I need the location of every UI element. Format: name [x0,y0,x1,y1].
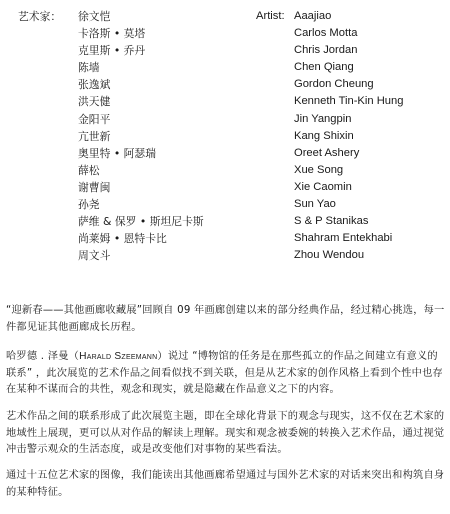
artist-cn-name: 陈墙 [78,61,100,75]
artists-cn-row [18,25,233,42]
artist-en-name: Jin Yangpin [294,112,352,125]
row-indent [256,25,294,42]
row-indent [256,213,294,230]
artist-cn-name: 谢曹闽 [78,180,111,194]
row-indent [18,162,78,179]
artist-cn-name: 洪天健 [78,95,111,109]
szeemann-text-after: ）说过 “博物馆的任务是在那些孤立的作品之间建立有意义的联系” ，此次展览的艺术作品之间看似找不到关联，但是从艺术家的创作风格上看到个性中也存在某种不谋而合的共性，观念和现实，就是隐藏在作品意义之下的内容。 [6,351,443,395]
szeemann-paragraph [6,349,446,399]
row-indent [18,111,78,128]
artist-en-name: Sun Yao [294,198,336,211]
row-indent [18,196,78,213]
closing-paragraph: 通过十五位艺术家的图像，我们能读出其他画廊希望通过与国外艺术家的对话来突出和构筑自身的某种特征。 [6,470,445,498]
row-indent [18,145,78,162]
row-indent [18,76,78,93]
artist-en-name: Shahram Entekhabi [294,232,393,245]
artist-cn-name: 奥里特 • 阿瑟瑞 [78,146,157,160]
artists-en-row [256,8,446,25]
artist-cn-name: 周文斗 [78,249,111,263]
row-indent [256,42,294,59]
artist-cn-name: 萨维 & 保罗 • 斯坦尼卡斯 [78,215,204,229]
artist-cn-name: 徐文恺 [78,10,111,23]
artists-en-row [256,145,446,162]
artists-en-row [256,213,446,230]
row-indent [18,213,78,230]
row-indent [256,196,294,213]
row-indent [256,76,294,93]
artist-en-name: Kang Shixin [294,129,354,142]
artist-cn-name: 薛松 [78,163,100,177]
artist-en-name: Zhou Wendou [294,249,365,262]
artist-cn-name: 卡洛斯 • 莫塔 [78,27,146,41]
row-indent [18,179,78,196]
row-indent [256,128,294,145]
row-indent [18,128,78,145]
artists-en-row [256,196,446,213]
theme-paragraph: 艺术作品之间的联系形成了此次展览主题，即在全球化背景下的观念与现实，这不仅在艺术家的地域性上展现，更可以从对作品的解读上理解。现实和观念被委婉的转换入艺术作品，通过视觉冲击警示观众的生活态度，或是改变他们对事物的某些看法。 [6,411,445,455]
artist-cn-name: 克里斯 • 乔丹 [78,44,146,58]
artist-cn-name: 孙尧 [78,198,100,212]
artists-en-row [256,76,446,93]
row-indent [256,93,294,110]
artists-cn-row [18,93,233,110]
artists-en-row [256,25,446,42]
artist-en-name: Xue Song [294,163,344,176]
artists-cn-row [18,111,233,128]
artists-cn-row [18,145,233,162]
row-indent [256,111,294,128]
intro-paragraph: “迎新春——其他画廊收藏展”回顾自 09 年画廊创建以来的部分经典作品，经过精心挑选，每一件都见证其他画廊成长历程。 [6,305,445,333]
artist-en-name: Aaajiao [294,10,332,22]
row-indent [18,93,78,110]
artist-en-name: Xie Caomin [294,180,352,193]
artist-cn-name: 张逸斌 [78,78,111,92]
artist-en-name: Gordon Cheung [294,78,374,91]
artist-cn-name: 亢世新 [78,129,111,143]
artists-en-row [256,162,446,179]
artists-cn-row [18,179,233,196]
artist-cn-name: 尚莱姆 • 恩特卡比 [78,232,167,246]
artists-en-column [256,8,446,264]
artist-en-name: S & P Stanikas [294,215,369,228]
artists-en-row [256,179,446,196]
artists-en-row [256,93,446,110]
artists-cn-row [18,128,233,145]
artists-cn-row [18,196,233,213]
artists-cn-label: 艺术家： [18,10,62,23]
row-indent [256,230,294,247]
row-indent [256,179,294,196]
row-indent [18,247,78,264]
artists-en-row [256,230,446,247]
artists-en-row [256,42,446,59]
artists-en-row [256,59,446,76]
szeemann-text-before: 哈罗德 . 泽曼（ [6,351,80,362]
artist-cn-name: 金阳平 [78,112,111,126]
artists-en-row [256,128,446,145]
szeemann-name: Harald Szeemann [79,351,158,362]
row-indent [256,162,294,179]
artists-cn-row [18,42,233,59]
artists-en-label: Artist: [256,10,285,22]
row-indent [256,247,294,264]
artist-en-name: Chen Qiang [294,61,354,74]
artists-cn-row [18,230,233,247]
artists-cn-row [18,213,233,230]
artist-en-name: Carlos Motta [294,27,358,40]
artists-en-row [256,111,446,128]
row-indent [256,145,294,162]
artist-en-name: Chris Jordan [294,44,358,57]
artists-cn-column [18,8,233,264]
artist-en-name: Kenneth Tin-Kin Hung [294,95,404,108]
artists-cn-row [18,76,233,93]
artists-cn-row [18,59,233,76]
row-indent [18,230,78,247]
artist-en-name: Oreet Ashery [294,146,360,159]
row-indent [256,59,294,76]
artists-cn-row [18,8,233,25]
artists-en-row [256,247,446,264]
row-indent [18,42,78,59]
row-indent [18,25,78,42]
artists-cn-row [18,162,233,179]
artists-cn-row [18,247,233,264]
row-indent [18,59,78,76]
